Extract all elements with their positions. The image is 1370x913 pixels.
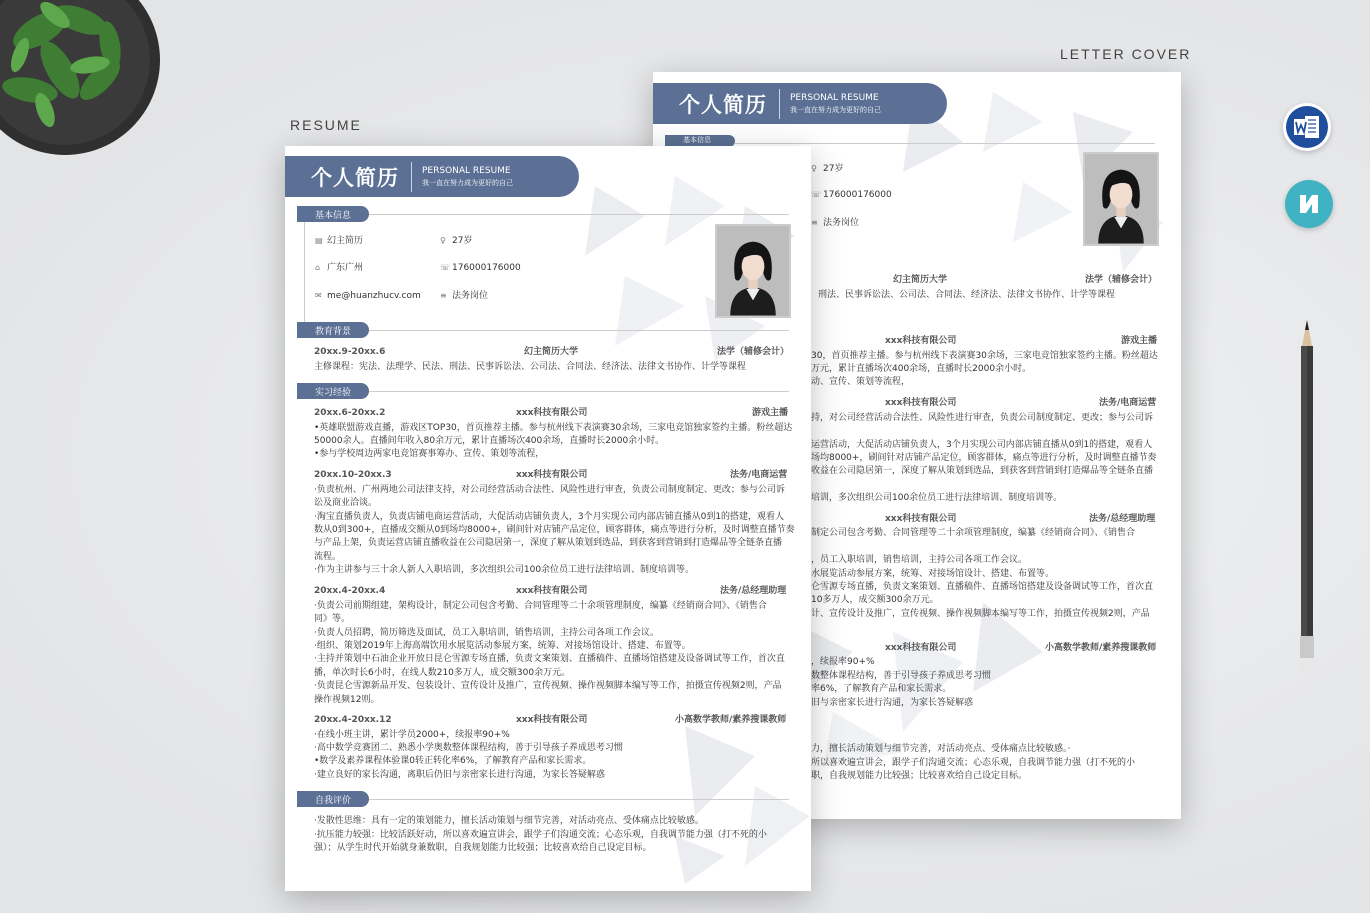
job-line: ·主持并策划中石油企业开放日昆仑雪源专场直播，负责文案策划、直播稿件、直播场馆搭建及设备调试等工作，首次直 — [314, 654, 785, 664]
cover-line: 率6%，了解教育产品和家长需求。 — [811, 684, 952, 694]
cover-line: 万元，累计直播场次400余场，直播时长2000余小时。 — [811, 364, 1032, 374]
cover-role-3: 法务/总经理助理 — [1089, 514, 1156, 524]
job-line: 与产品上架，负责运营店铺直播收益在公司隐居第一，深度了解从策划到选品，到获客到营销到打造爆品等全链条直播 — [314, 538, 783, 548]
job-line: ·建立良好的家长沟通，离职后仍旧与亲密家长进行沟通，为家长答疑解惑 — [314, 770, 605, 780]
job-line: ·负责杭州、广州两地公司法律支持，对公司经营活动合法性、风险性进行审查，负责公司制度制定、更改；参与公司诉 — [314, 485, 785, 495]
briefcase-icon: ≡ — [811, 218, 818, 227]
plant-pot-image — [0, 0, 170, 190]
resume-title: 个人简历 — [285, 162, 412, 192]
job-line: 同》等。 — [314, 614, 351, 624]
section-evaluation: 自我评价 — [297, 791, 369, 807]
cover-role-1: 游戏主播 — [1121, 336, 1158, 346]
cover-subtitle: 我一直在努力成为更好的自己 — [790, 105, 881, 114]
cover-line: 30，首页推荐主播。参与杭州线下表演赛30余场，三家电竞馆独家签约主播。粉丝超达 — [811, 351, 1158, 361]
job-line: ·负责昆仑雪源新品开发、包装设计、宣传设计及推广，宣传视频、操作视频脚本编写等工作，拍摄宣传视频2则，产品 — [314, 681, 782, 691]
job-role: 游戏主播 — [752, 408, 789, 418]
cover-line: 收益在公司隐居第一，深度了解从策划到选品，到获客到营销到打造爆品等全链条直播 — [811, 466, 1154, 476]
cover-line: 运营活动，大促活动店铺负责人，3个月实现公司内部店铺直播从0到1的搭建，观看人 — [811, 440, 1153, 450]
job-line: ·负责人员招聘，简历筛选及面试，员工入职培训，销售培训，主持公司各项工作会议。 — [314, 628, 659, 638]
person-icon: ♀ — [811, 164, 817, 173]
basic-email: ✉ me@huanzhucv.com — [315, 291, 421, 301]
eval-line: ·抗压能力较强：比较活跃好动，所以喜欢遍宣讲会，跟学子们沟通交流；心态乐观，自我调节能力强（打不死的小 — [314, 830, 767, 840]
cover-eval-line: 力，擅长活动策划与细节完善，对活动亮点、受体痛点比较敏感。· — [811, 744, 1071, 754]
cover-eval-line: 所以喜欢遍宣讲会，跟学子们沟通交流；心态乐观，自我调节能力强（打不死的小 — [811, 758, 1136, 768]
job-line: 数从0到300+，直播成交额从0到场均8000+，刷间针对店铺产品定位，顾客群体，痛点等进行分析，及时调整直播节奏 — [314, 525, 795, 535]
phone-icon: ☏ — [440, 263, 451, 272]
job-period: 20xx.4-20xx.12 — [314, 715, 392, 725]
resume-label: RESUME — [290, 117, 362, 133]
job-company: xxx科技有限公司 — [516, 408, 588, 418]
cover-line: 水展览活动参展方案，统筹、对接场馆设计、搭建、布置等。 — [811, 569, 1055, 579]
decor-triangles — [665, 706, 811, 886]
job-line: ·作为主讲参与三十余人新人入职培训，多次组织公司100余位员工进行法律培训、制度培训等。 — [314, 565, 695, 575]
job-company: xxx科技有限公司 — [516, 586, 588, 596]
cover-company-1: xxx科技有限公司 — [885, 336, 957, 346]
cover-header-banner — [653, 83, 947, 124]
edu-period: 20xx.9-20xx.6 — [314, 347, 386, 357]
cover-eval-line: 职，自我规划能力比较强；比较喜欢给自己设定目标。 — [811, 771, 1028, 781]
job-line: 操作视频12则。 — [314, 695, 380, 705]
cover-major: 法学（辅修会计） — [1085, 275, 1158, 285]
cover-title-en: PERSONAL RESUME — [790, 92, 879, 103]
pencil-image — [1296, 320, 1318, 680]
profile-photo — [715, 224, 791, 318]
job-line: 讼及商业洽谈。 — [314, 498, 378, 508]
pages-icon[interactable] — [1285, 180, 1333, 228]
section-basic-info: 基本信息 — [297, 206, 369, 222]
resume-page — [285, 146, 811, 891]
cover-line: 仑雪源专场直播，负责文案策划、直播稿件、直播场馆搭建及设备调试等工作，首次直 — [811, 582, 1154, 592]
resume-subtitle: 我一直在努力成为更好的自己 — [422, 178, 513, 187]
cover-age: ♀ 27岁 — [811, 164, 844, 174]
timeline-line — [304, 222, 305, 332]
job-period: 20xx.6-20xx.2 — [314, 408, 386, 418]
cover-line: 旧与亲密家长进行沟通，为家长答疑解惑 — [811, 698, 974, 708]
resume-header-banner — [285, 156, 579, 197]
job-company: xxx科技有限公司 — [516, 715, 588, 725]
cover-company-2: xxx科技有限公司 — [885, 398, 957, 408]
edu-courses: 主修课程：宪法、法理学、民法、刑法、民事诉讼法、公司法、合同法、经济法、法律文书协作、计学等课程 — [314, 362, 747, 372]
phone-icon: ☏ — [811, 190, 822, 199]
cover-line: 动、宣传、策划等流程， — [811, 377, 911, 387]
edu-school: 幻主简历大学 — [524, 347, 579, 357]
cover-line: 持，对公司经营活动合法性、风险性进行审查，负责公司制度制定、更改；参与公司诉 — [811, 413, 1154, 423]
job-role: 法务/总经理助理 — [720, 586, 787, 596]
cover-line: 场均8000+，刷间针对店铺产品定位，顾客群体，痛点等进行分析，及时调整直播节奏 — [811, 453, 1157, 463]
cover-company-4: xxx科技有限公司 — [885, 643, 957, 653]
job-line: •英雄联盟游戏直播，游戏区TOP30，首页推荐主播。参与杭州线下表演赛30余场，三家电竞馆独家签约主播。粉丝超达 — [314, 423, 793, 433]
cover-line: ，续报率90+% — [811, 657, 875, 667]
job-line: ·负责公司前期组建，架构设计，制定公司包含考勤、合同管理等二十余项管理制度，编纂《经销商合同》、《销售合 — [314, 601, 767, 611]
cover-title: 个人简历 — [653, 89, 780, 119]
id-card-icon: ▤ — [315, 236, 323, 245]
briefcase-icon: ≡ — [440, 291, 447, 300]
cover-line: ，员工入职培训，销售培训，主持公司各项工作会议。 — [811, 555, 1028, 565]
job-line: ·组织、策划2019年上海高端饮用水展览活动参展方案，统筹、对接场馆设计、搭建、布置等。 — [314, 641, 691, 651]
job-role: 小高数学教师/素养搜课教师 — [675, 715, 787, 725]
cover-role-2: 法务/电商运营 — [1099, 398, 1157, 408]
job-line: ·在线小班主讲，累计学员2000+，续报率90+% — [314, 730, 510, 740]
job-line: ·淘宝直播负责人，负责店铺电商运营活动，大促活动店铺负责人，3个月实现公司内部店铺直播从0到1的搭建，观看人 — [314, 512, 785, 522]
cover-line: 10多万人，成交额300余万元。 — [811, 595, 939, 605]
job-line: •参与学校周边两家电竞馆赛事筹办、宣传、策划等流程， — [314, 449, 545, 459]
word-icon[interactable] — [1283, 103, 1331, 151]
cover-line: 制定公司包含考勤、合同管理等二十余项管理制度，编纂《经销商合同》、《销售合 — [811, 528, 1136, 538]
job-line: 50000余人。直播间年收入80余万元，累计直播场次400余场，直播时长2000余小时。 — [314, 436, 665, 446]
letter-cover-label: LETTER COVER — [1060, 46, 1192, 62]
basic-age: ♀ 27岁 — [440, 236, 473, 246]
job-line: 播，单次时长6小时，在线人数210多万人，成交额300余万元。 — [314, 668, 571, 678]
cover-position: ≡ 法务岗位 — [811, 218, 860, 228]
job-line: •数学及素养课程体验课0转正转化率6%，了解教育产品和家长需求。 — [314, 756, 592, 766]
job-role: 法务/电商运营 — [730, 470, 788, 480]
person-icon: ♀ — [440, 236, 446, 245]
cover-school: 幻主简历大学 — [893, 275, 948, 285]
cover-company-3: xxx科技有限公司 — [885, 514, 957, 524]
mail-icon: ✉ — [315, 291, 322, 300]
resume-title-en: PERSONAL RESUME — [422, 165, 511, 176]
cover-section-basic: 基本信息 — [665, 135, 735, 147]
job-line: ·高中数学竞赛团二、熟悉小学奥数整体课程结构，善于引导孩子养成思考习惯 — [314, 743, 623, 753]
job-line: 流程。 — [314, 552, 342, 562]
job-company: xxx科技有限公司 — [516, 470, 588, 480]
eval-line: ·发散性思维：具有一定的策划能力，擅长活动策划与细节完善，对活动亮点、受体痛点比较敏感。 — [314, 816, 704, 826]
basic-location: ⌂ 广东广州 — [315, 263, 364, 273]
job-period: 20xx.4-20xx.4 — [314, 586, 386, 596]
basic-phone: ☏ 176000176000 — [440, 263, 521, 273]
cover-phone: ☏ 176000176000 — [811, 190, 892, 200]
location-icon: ⌂ — [315, 263, 321, 272]
cover-photo — [1083, 152, 1159, 246]
cover-line: 培训，多次组织公司100余位员工进行法律培训、制度培训等。 — [811, 493, 1063, 503]
section-experience: 实习经验 — [297, 383, 369, 399]
section-education: 教育背景 — [297, 322, 369, 338]
job-period: 20xx.10-20xx.3 — [314, 470, 392, 480]
eval-line: 强）；从学生时代开始就身兼数职，自我规划能力比较强；比较喜欢给自己设定目标。 — [314, 843, 652, 853]
cover-line: 数整体课程结构，善于引导孩子养成思考习惯 — [811, 671, 992, 681]
basic-position: ≡ 法务岗位 — [440, 291, 489, 301]
cover-role-4: 小高数学教师/素养搜课教师 — [1045, 643, 1157, 653]
cover-courses: 刑法、民事诉讼法、公司法、合同法、经济法、法律文书协作、计学等课程 — [818, 290, 1116, 300]
cover-line: 计、宣传设计及推广，宣传视频、操作视频脚本编写等工作，拍摄宣传视频2则，产品 — [811, 609, 1150, 619]
edu-major: 法学（辅修会计） — [717, 347, 790, 357]
basic-name: ▤ 幻主简历 — [315, 236, 364, 246]
